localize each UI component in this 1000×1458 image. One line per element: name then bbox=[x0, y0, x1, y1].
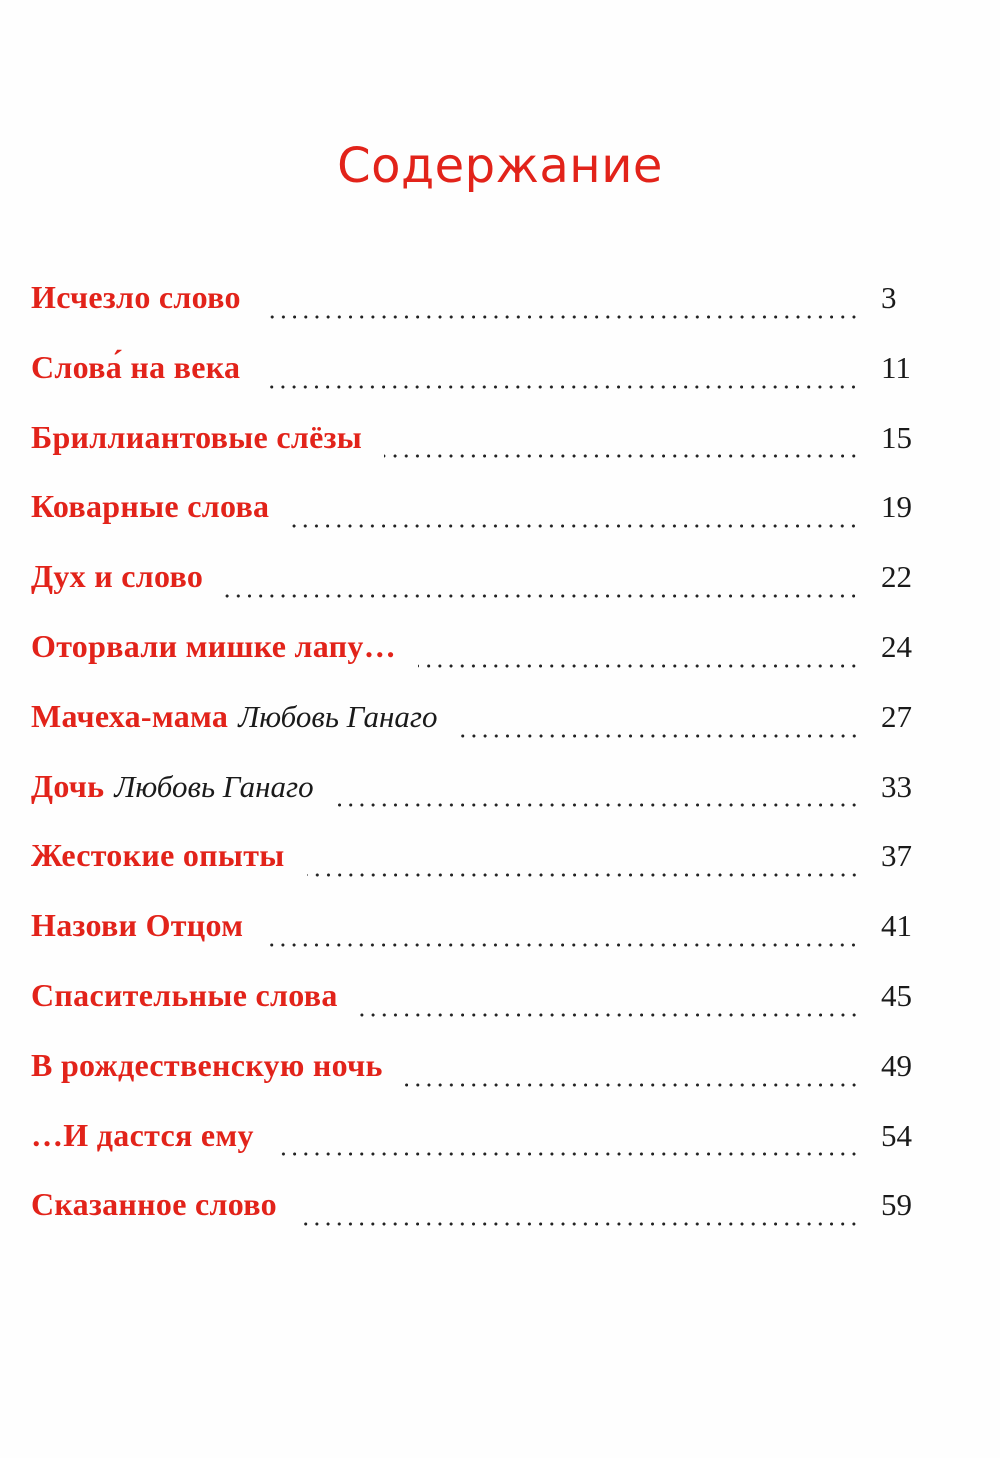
toc-entry-title: …И дастся ему bbox=[31, 1116, 254, 1153]
toc-entry[interactable] bbox=[31, 830, 919, 900]
toc-entry-title: Слова́ на века bbox=[31, 348, 241, 385]
toc-entry[interactable] bbox=[31, 481, 919, 551]
toc-entry-page: 22 bbox=[881, 559, 912, 595]
dot-leader bbox=[418, 664, 863, 668]
toc-entry[interactable] bbox=[31, 1179, 919, 1249]
dot-leader bbox=[265, 943, 863, 947]
toc-entry[interactable] bbox=[31, 691, 919, 761]
toc-entry-title: Дух и слово bbox=[31, 558, 204, 595]
toc-entry-page: 37 bbox=[881, 838, 912, 874]
toc-entry-author: Любовь Ганаго bbox=[114, 768, 314, 804]
dot-leader bbox=[307, 873, 863, 877]
toc-entry-title: Мачеха-мама bbox=[31, 697, 229, 734]
toc-entry[interactable] bbox=[31, 412, 919, 482]
toc-entry[interactable] bbox=[31, 900, 919, 970]
dot-leader bbox=[291, 524, 863, 528]
toc-entry-title: Дочь bbox=[31, 767, 105, 804]
dot-leader bbox=[460, 734, 863, 738]
toc-entry-title: Бриллиантовые слёзы bbox=[31, 418, 363, 455]
dot-leader bbox=[405, 1083, 863, 1087]
dot-leader bbox=[360, 1013, 863, 1017]
toc-entry-title: Сказанное слово bbox=[31, 1186, 277, 1223]
toc-entry[interactable] bbox=[31, 1040, 919, 1110]
toc-entry[interactable] bbox=[31, 621, 919, 691]
dot-leader bbox=[299, 1222, 863, 1226]
toc-entry-title: В рождественскую ночь bbox=[31, 1046, 383, 1083]
toc-entry-page: 45 bbox=[881, 977, 912, 1013]
toc-entry-title: Оторвали мишке лапу… bbox=[31, 627, 396, 664]
toc-entry-title: Коварные слова bbox=[31, 488, 270, 525]
toc-entry-page: 59 bbox=[881, 1187, 912, 1223]
dot-leader bbox=[263, 315, 863, 319]
toc-entry-title: Жестокие опыты bbox=[31, 837, 285, 874]
toc-entry[interactable] bbox=[31, 272, 919, 342]
toc-entry-author: Любовь Ганаго bbox=[238, 698, 438, 734]
toc-entry-page: 11 bbox=[881, 349, 911, 385]
toc-entry[interactable] bbox=[31, 970, 919, 1040]
toc-entry-page: 41 bbox=[881, 908, 912, 944]
table-of-contents bbox=[31, 272, 919, 1249]
toc-entry-title: Спасительные слова bbox=[31, 976, 338, 1013]
toc-entry-page: 24 bbox=[881, 628, 912, 664]
toc-entry-page: 27 bbox=[881, 698, 912, 734]
toc-entry[interactable] bbox=[31, 551, 919, 621]
page-title: Содержание bbox=[337, 138, 663, 194]
dot-leader bbox=[262, 385, 863, 389]
toc-entry[interactable] bbox=[31, 761, 919, 831]
toc-entry-title: Назови Отцом bbox=[31, 907, 244, 944]
toc-entry-page: 3 bbox=[881, 280, 897, 315]
dot-leader bbox=[384, 454, 863, 458]
toc-entry-page: 49 bbox=[881, 1047, 912, 1083]
toc-entry-page: 54 bbox=[881, 1117, 912, 1153]
dot-leader bbox=[225, 594, 863, 598]
toc-entry-title: Исчезло слово bbox=[31, 279, 241, 315]
toc-entry-page: 19 bbox=[881, 489, 912, 525]
toc-entry-page: 15 bbox=[881, 419, 912, 455]
toc-entry-page: 33 bbox=[881, 768, 912, 804]
dot-leader bbox=[276, 1152, 863, 1156]
dot-leader bbox=[336, 803, 863, 807]
toc-entry[interactable] bbox=[31, 1110, 919, 1180]
toc-entry[interactable] bbox=[31, 342, 919, 412]
